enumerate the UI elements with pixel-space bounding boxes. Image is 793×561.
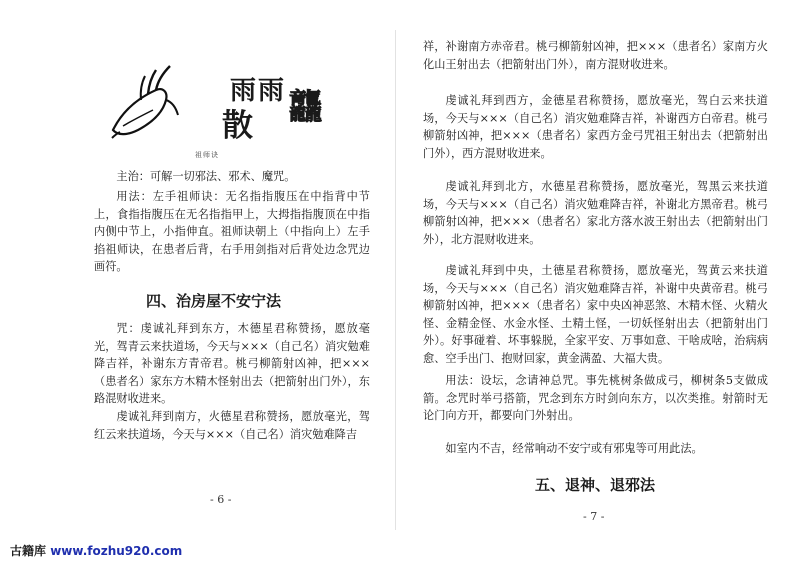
talisman-right-glyph: 龘: [288, 88, 324, 128]
left-page: [70, 0, 370, 540]
paragraph-mantra-south-start: 虔诚礼拜到南方，火德星君称赞扬，愿放毫光，驾红云来扶道场，今天与×××（自己名）消灾勉难降吉: [94, 410, 370, 441]
paragraph-indication: 主治：可解一切邪法、邪术、魔咒。: [116, 170, 296, 183]
page-number: - 6 -: [210, 493, 232, 506]
hand-mudra-illustration: [108, 60, 183, 140]
section-heading-4: 四、治房屋不安宁法: [146, 292, 282, 310]
paragraph-mantra-center: 虔诚礼拜到中央，土德星君称赞扬，愿放毫光，驾黄云来扶道场，今天与×××（自己名）消灾勉难降吉祥，补谢中央黄帝君。桃弓柳箭射凶神，把×××（患者名）家中央凶神恶煞、木精木怪、火精火怪、金精金怪、水金水怪、土精土怪，一切妖怪射出去（把箭射出门外）。好事碰着、坏事躲脱，全家平安、万事如意、干啥成啥，治病病愈、空手出门、抱财回家，黄金满盈、大福大贵。: [423, 264, 768, 365]
book-gutter: [395, 30, 396, 530]
paragraph-mantra-east: 咒：虔诚礼拜到东方，木德星君称赞扬，愿放毫光，驾青云来扶道场，今天与×××（自己名）消灾勉难降吉祥，补谢东方青帝君。桃弓柳箭射凶神，把××× （患者名）家东方木精木怪射出去（把箭射出门外），东路混财收进来。: [94, 322, 370, 406]
talisman-scatter-char: 散: [222, 108, 253, 144]
paragraph-usage-method: 用法：设坛，念请神总咒。事先桃树条做成弓，柳树条5支做成箭。念咒时举弓搭箭，咒念到东方时剑向东方，以次类推。射箭时无论门向方开，都要向门外射出。: [423, 374, 768, 423]
paragraph-south-end: 祥，补谢南方赤帝君。桃弓柳箭射凶神，把×××（患者名）家南方火化山王射出去（把箭射出门外），南方混财收进来。: [423, 40, 768, 71]
watermark-label: 古籍库: [10, 544, 47, 558]
paragraph-applicability: 如室内不吉，经常响动不安宁或有邪鬼等可用此法。: [445, 442, 703, 455]
paragraph-mantra-west: 虔诚礼拜到西方，金德星君称赞扬，愿放毫光，驾白云来扶道场，今天与×××（自己名）消灾勉难降吉祥，补谢西方白帝君。桃弓柳箭射凶神，把×××（患者名）家西方金弓咒祖王射出去（把箭射出门外），西方混财收进来。: [423, 94, 768, 160]
watermark-url: www.fozhu920.com: [50, 544, 183, 558]
section-heading-5: 五、退神、退邪法: [535, 476, 656, 494]
paragraph-usage: 用法：左手祖师诀：无名指指腹压在中指背中节上，食指指腹压在无名指指甲上，大拇指指腹顶在中指内侧中节上，小指伸直。祖师诀朝上（中指向上）左手掐祖师诀，在患者后背，右手用剑指对后背处边念咒边画符。: [94, 190, 370, 274]
paragraph-mantra-north: 虔诚礼拜到北方，水德星君称赞扬，愿放毫光，驾黑云来扶道场，今天与×××（自己名）消灾勉难降吉祥，补谢北方黑帝君。桃弓柳箭射凶神，把×××（患者名）家北方落水波王射出去（把箭射出门外），北方混财收进来。: [423, 180, 768, 246]
talisman-rain-chars: 雨雨: [230, 76, 287, 106]
site-watermark: [10, 542, 182, 559]
page-number: - 7 -: [583, 510, 605, 523]
right-page: [423, 0, 768, 540]
illustration-caption: 祖师诀: [195, 151, 219, 159]
